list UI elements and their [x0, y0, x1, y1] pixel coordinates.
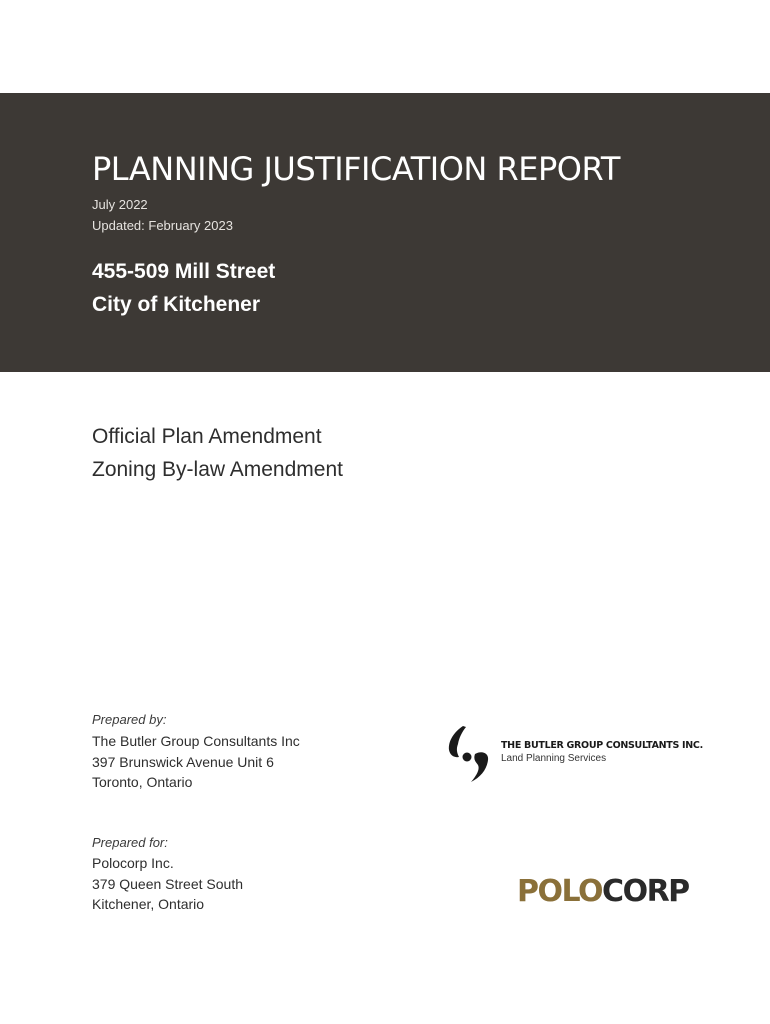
- polocorp-logo: [517, 874, 689, 910]
- prepared-for-line: Kitchener, Ontario: [92, 896, 205, 912]
- amendment-zoning-bylaw: Zoning By-law Amendment: [92, 458, 343, 481]
- report-date: July 2022: [92, 197, 148, 212]
- butler-group-mark-icon: [446, 724, 492, 784]
- prepared-by-heading: Prepared by:: [92, 712, 167, 727]
- report-title: PLANNING JUSTIFICATION REPORT: [92, 150, 620, 188]
- site-address: 455-509 Mill Street: [92, 260, 276, 283]
- polocorp-logo-corp: CORP: [602, 874, 689, 909]
- prepared-by-line: The Butler Group Consultants Inc: [92, 733, 300, 749]
- prepared-for-line: Polocorp Inc.: [92, 855, 174, 871]
- site-municipality: City of Kitchener: [92, 293, 261, 316]
- report-updated-date: Updated: February 2023: [92, 218, 233, 233]
- butler-logo-name: THE BUTLER GROUP CONSULTANTS INC.: [501, 740, 703, 751]
- prepared-for-line: 379 Queen Street South: [92, 876, 243, 892]
- prepared-by-line: 397 Brunswick Avenue Unit 6: [92, 754, 274, 770]
- butler-group-logo: [446, 724, 703, 786]
- butler-logo-tagline: Land Planning Services: [501, 753, 607, 764]
- amendment-official-plan: Official Plan Amendment: [92, 425, 322, 448]
- prepared-by-line: Toronto, Ontario: [92, 774, 193, 790]
- polocorp-logo-polo: POLO: [517, 874, 603, 909]
- prepared-for-heading: Prepared for:: [92, 835, 168, 850]
